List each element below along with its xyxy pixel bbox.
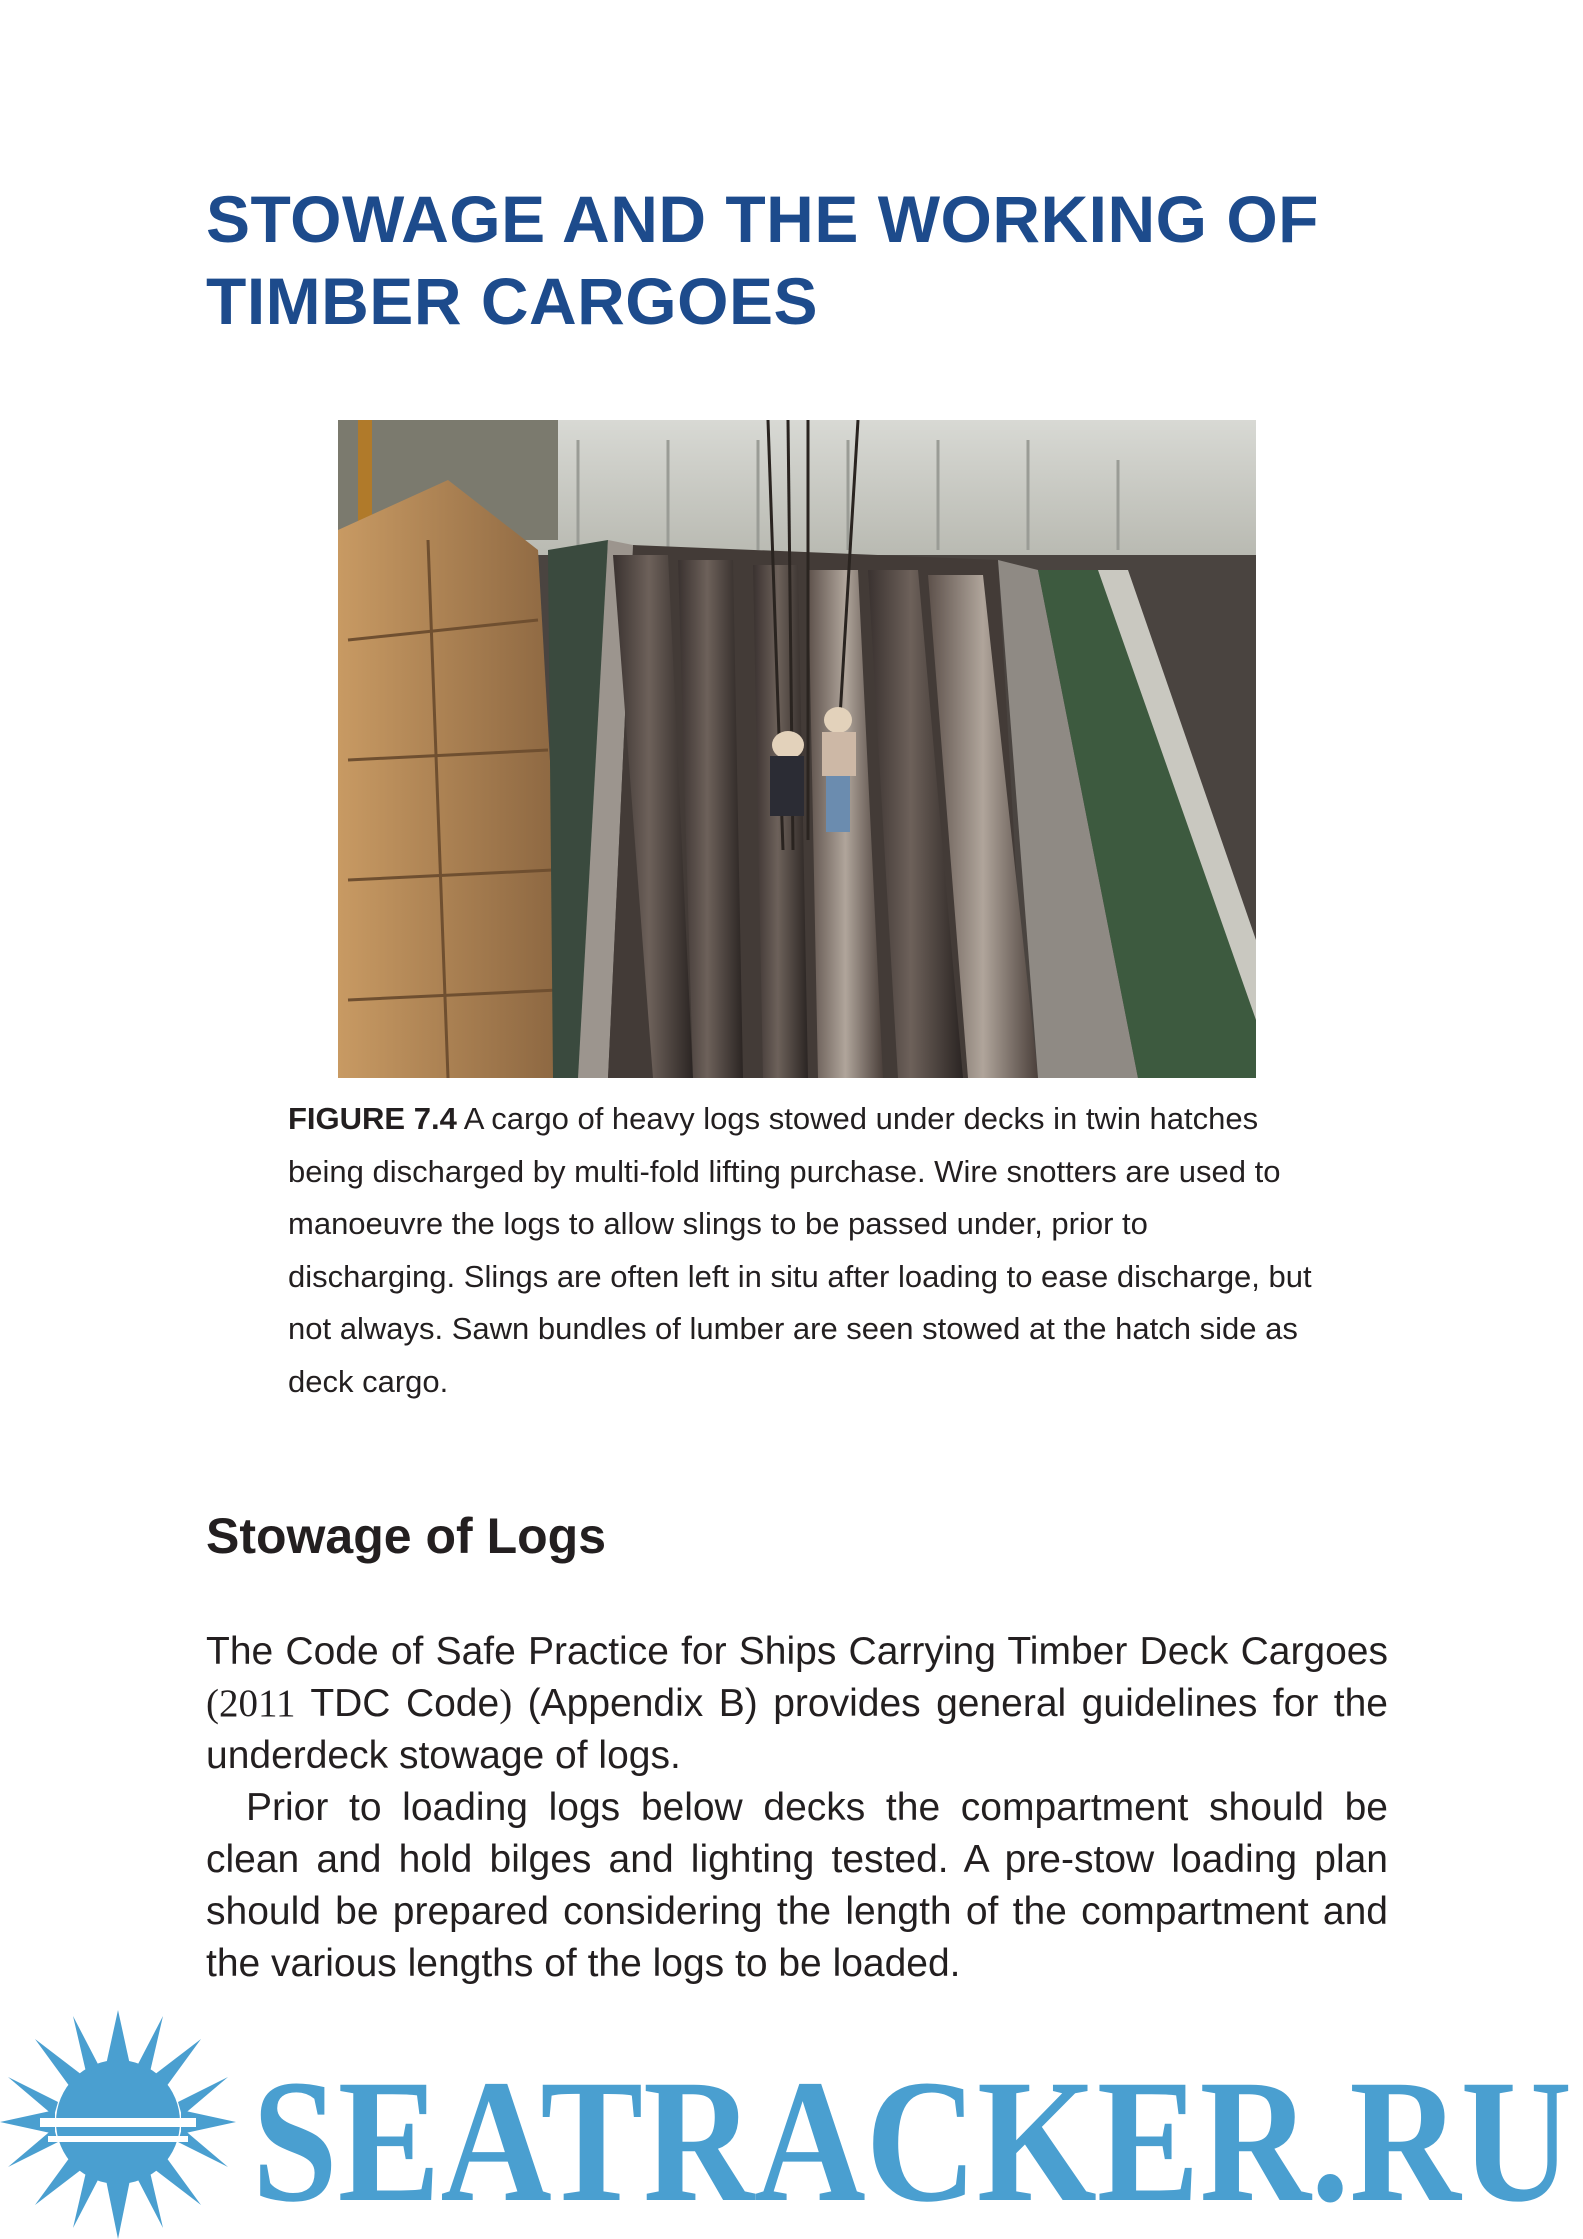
- page-title-line-2: TIMBER CARGOES: [206, 264, 819, 338]
- figure-photo: [338, 420, 1256, 1078]
- paragraph-1: [206, 1626, 1388, 1782]
- section-heading: Stowage of Logs: [206, 1508, 606, 1564]
- watermark: [0, 2010, 1583, 2239]
- paragraph-1-year: (2011: [206, 1682, 296, 1725]
- paragraph-1-part-a: The Code of Safe Practice for Ships Carrying Timber Deck Cargoes: [206, 1630, 1388, 1673]
- paragraph-1-part-e: (Appendix B) provides general guidelines for the underdeck stowage of logs.: [206, 1682, 1388, 1777]
- paragraph-1-paren: ): [499, 1682, 513, 1725]
- page-title-line-1: STOWAGE AND THE WORKING OF: [206, 182, 1319, 256]
- page-title: [206, 178, 1386, 342]
- watermark-text: SEATRACKER.RU: [252, 2044, 1572, 2239]
- figure-caption-text: A cargo of heavy logs stowed under decks in twin hatches being discharged by multi-fold lifting purchase. Wire snotters are used to manoeuvre the logs to allow slings to be passed under, prior to discharging. Slings are often left in situ after loading to ease discharge, but not always. Sawn bundles of lumber are seen stowed at the hatch side as deck cargo.: [288, 1101, 1312, 1399]
- paragraph-1-code: TDC Code: [295, 1682, 500, 1725]
- section-body: [206, 1626, 1388, 1990]
- sun-rays-logo-icon: [0, 2010, 236, 2239]
- figure-caption: [288, 1093, 1318, 1408]
- figure-label: FIGURE 7.4: [288, 1101, 457, 1136]
- paragraph-2: Prior to loading logs below decks the compartment should be clean and hold bilges and lighting tested. A pre-stow loading plan should be prepared considering the length of the compartment and the various lengths of the logs to be loaded.: [206, 1786, 1388, 1985]
